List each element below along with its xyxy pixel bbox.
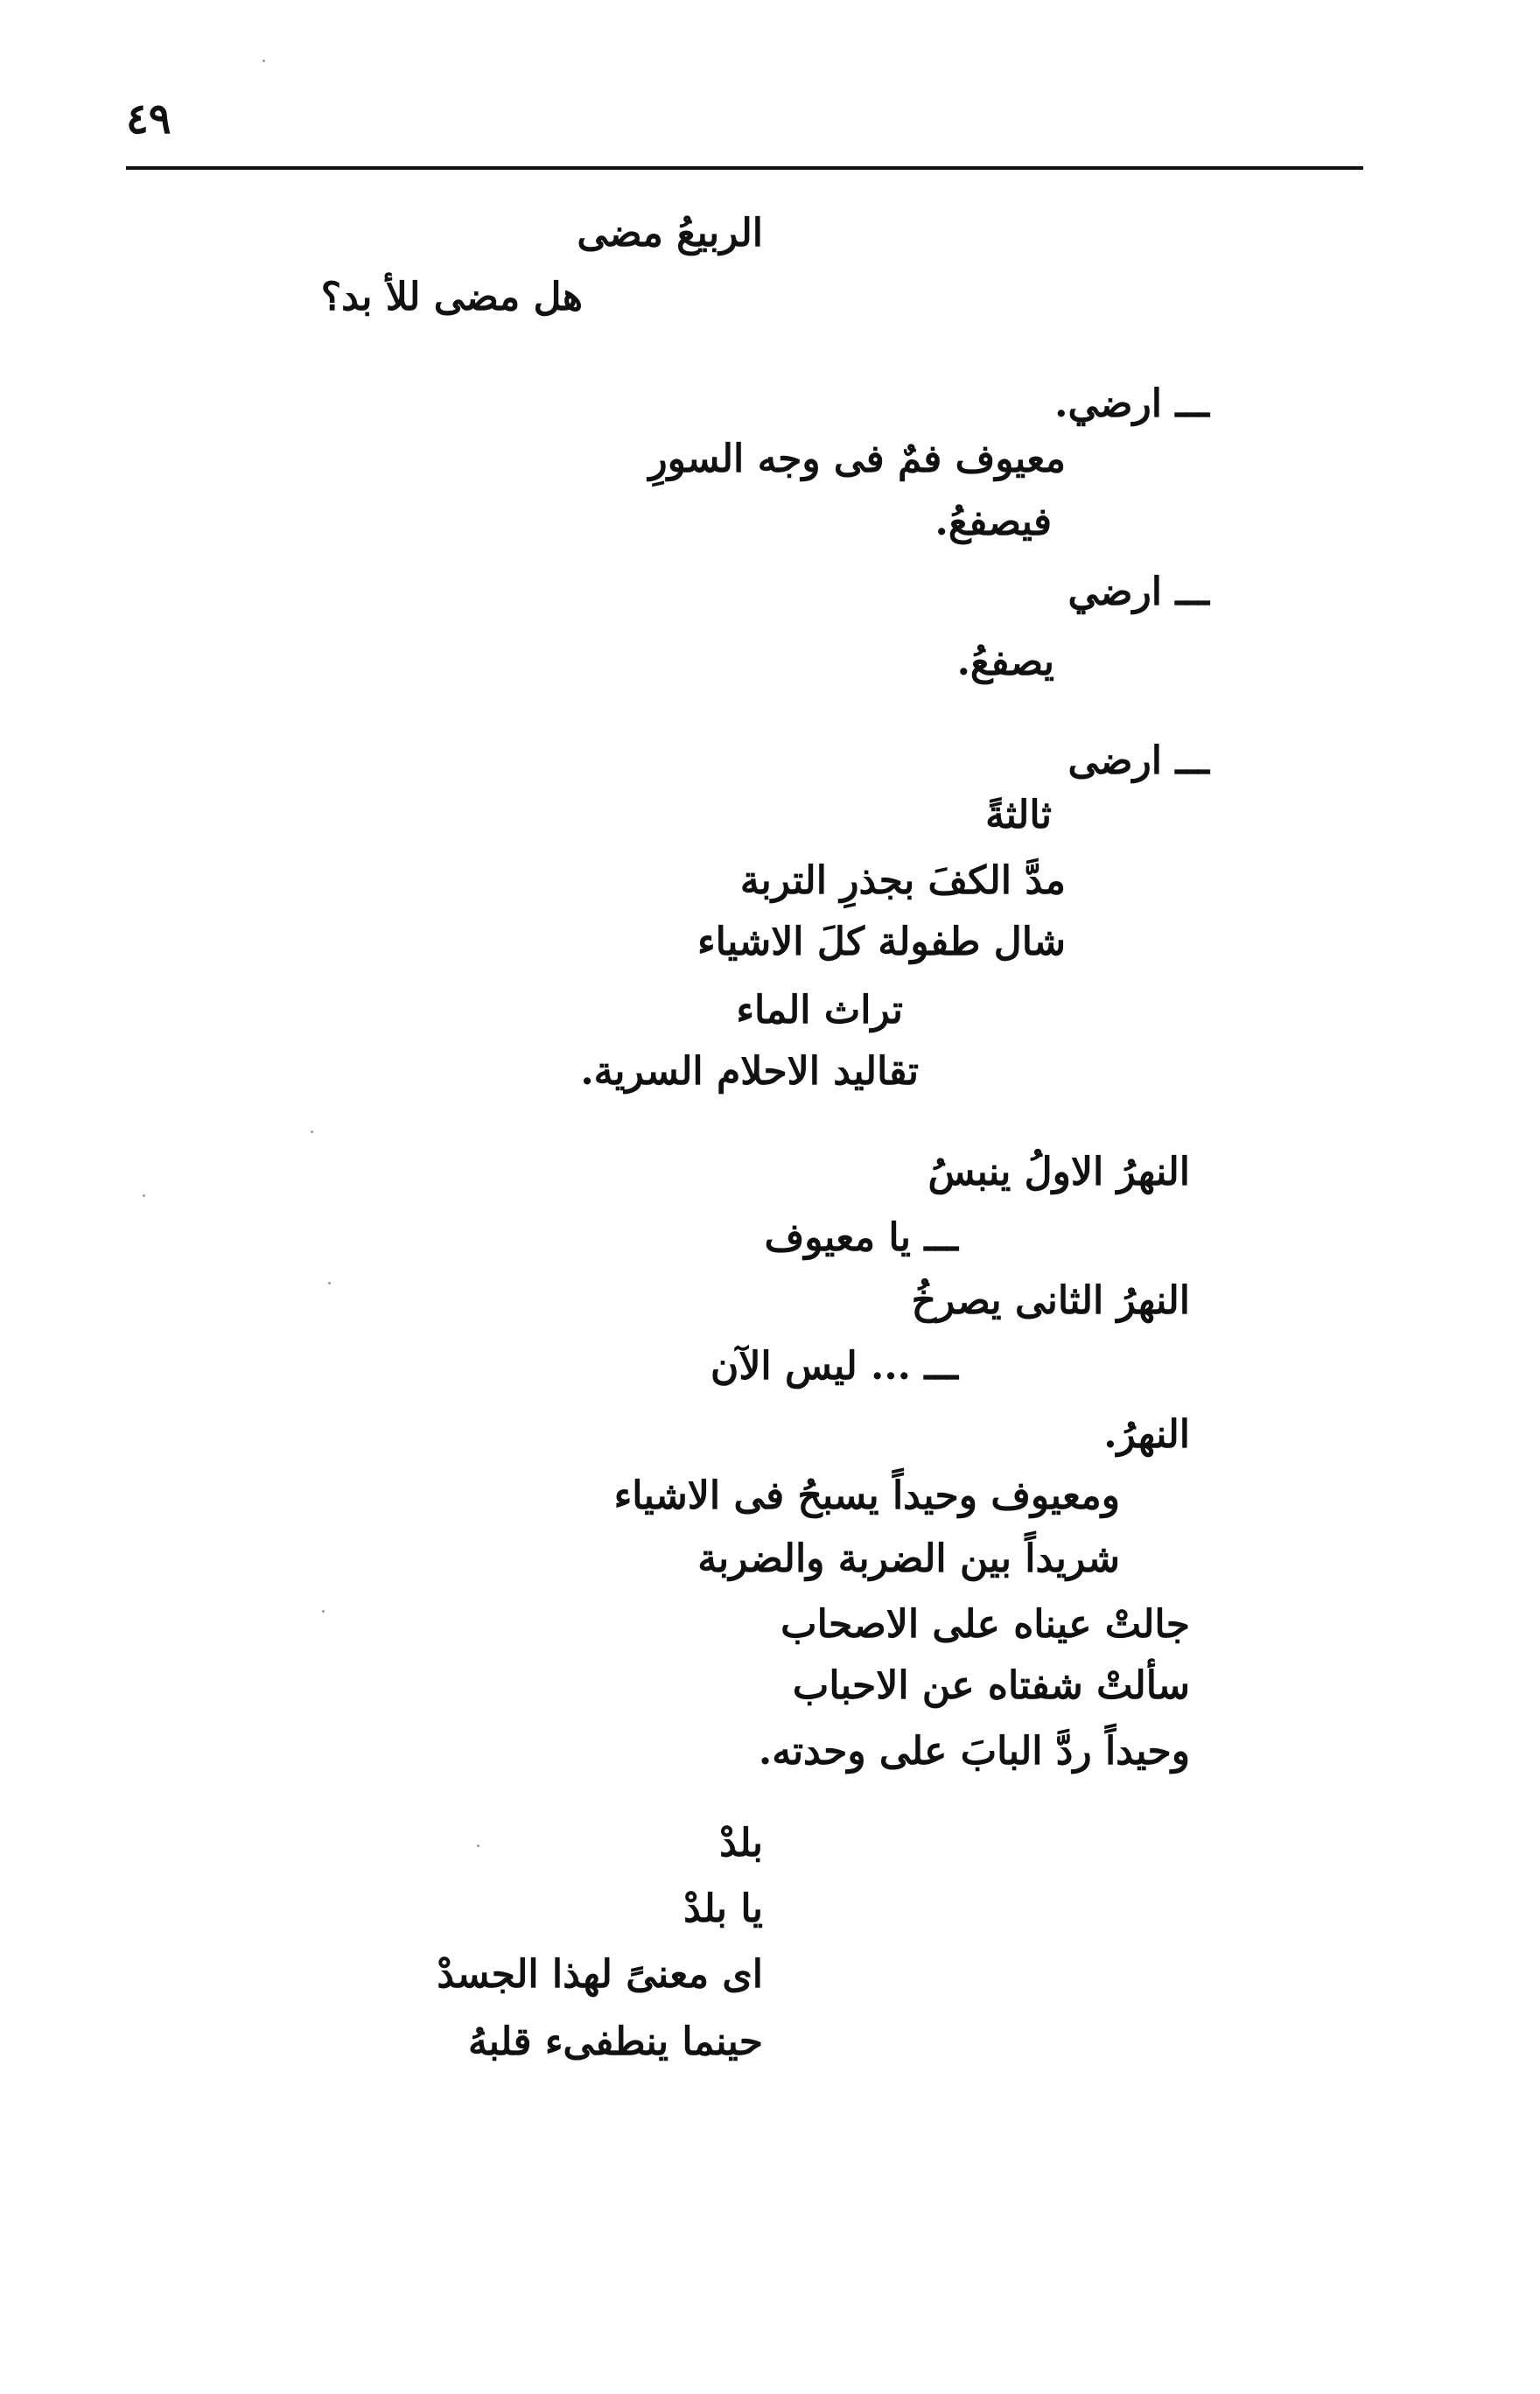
poem-line: ـــ ارضى bbox=[1068, 738, 1209, 783]
poem-line: الربيعُ مضى bbox=[577, 211, 763, 256]
poem-line: تراث الماء bbox=[736, 988, 903, 1032]
poem-line: النهرُ الاولُ ينبسُ bbox=[928, 1150, 1190, 1194]
scan-speck bbox=[322, 1610, 325, 1613]
poem-line: مدَّ الكفَ بجذرِ التربة bbox=[739, 858, 1066, 903]
poem-line: معيوف فمٌ فى وجه السورِ bbox=[648, 437, 1066, 481]
poem-line: يصفعُ. bbox=[956, 640, 1054, 684]
poem-line: تقاليد الاحلام السرية. bbox=[580, 1049, 919, 1094]
scan-speck bbox=[311, 1130, 313, 1133]
scan-speck bbox=[477, 1844, 480, 1847]
poem-line: هل مضى للأ بد؟ bbox=[320, 275, 583, 319]
poem-line: النهرُ الثانى يصرخُ bbox=[911, 1278, 1190, 1323]
scan-speck bbox=[262, 60, 265, 62]
poem-line: شال طفولة كلَ الاشياء bbox=[696, 920, 1066, 964]
header-rule bbox=[126, 166, 1363, 170]
poem-line: ـــ ... ليس الآن bbox=[710, 1344, 958, 1389]
poem-line: جالتْ عيناه على الاصحاب bbox=[780, 1602, 1190, 1647]
poem-line: ـــ ارضي bbox=[1068, 570, 1209, 614]
poem-line: يا بلدْ bbox=[683, 1886, 763, 1931]
scan-speck bbox=[143, 1194, 145, 1197]
poem-line: ـــ يا معيوف bbox=[764, 1215, 958, 1260]
poem-line: سألتْ شفتاه عن الاحباب bbox=[792, 1663, 1190, 1708]
poem-line: اى معنىً لهذا الجسدْ bbox=[437, 1952, 763, 1997]
scan-speck bbox=[328, 1282, 331, 1284]
poem-line: ـــ ارضي. bbox=[1054, 382, 1209, 426]
page-number: ٤٩ bbox=[126, 94, 172, 144]
poem-line: فيصفعُ. bbox=[934, 500, 1052, 544]
poem-line: شريداً بين الضربة والضربة bbox=[697, 1536, 1120, 1581]
poem-line: ثالثةً bbox=[985, 793, 1052, 837]
poem-line: بلدْ bbox=[719, 1821, 763, 1866]
poem-line: وحيداً ردَّ البابَ على وحدته. bbox=[758, 1729, 1190, 1774]
poem-line: النهرُ. bbox=[1103, 1412, 1190, 1457]
poem-line: ومعيوف وحيداً يسبحُ فى الاشياء bbox=[613, 1474, 1120, 1518]
poem-line: حينما ينطفىء قلبهُ bbox=[468, 2020, 763, 2064]
